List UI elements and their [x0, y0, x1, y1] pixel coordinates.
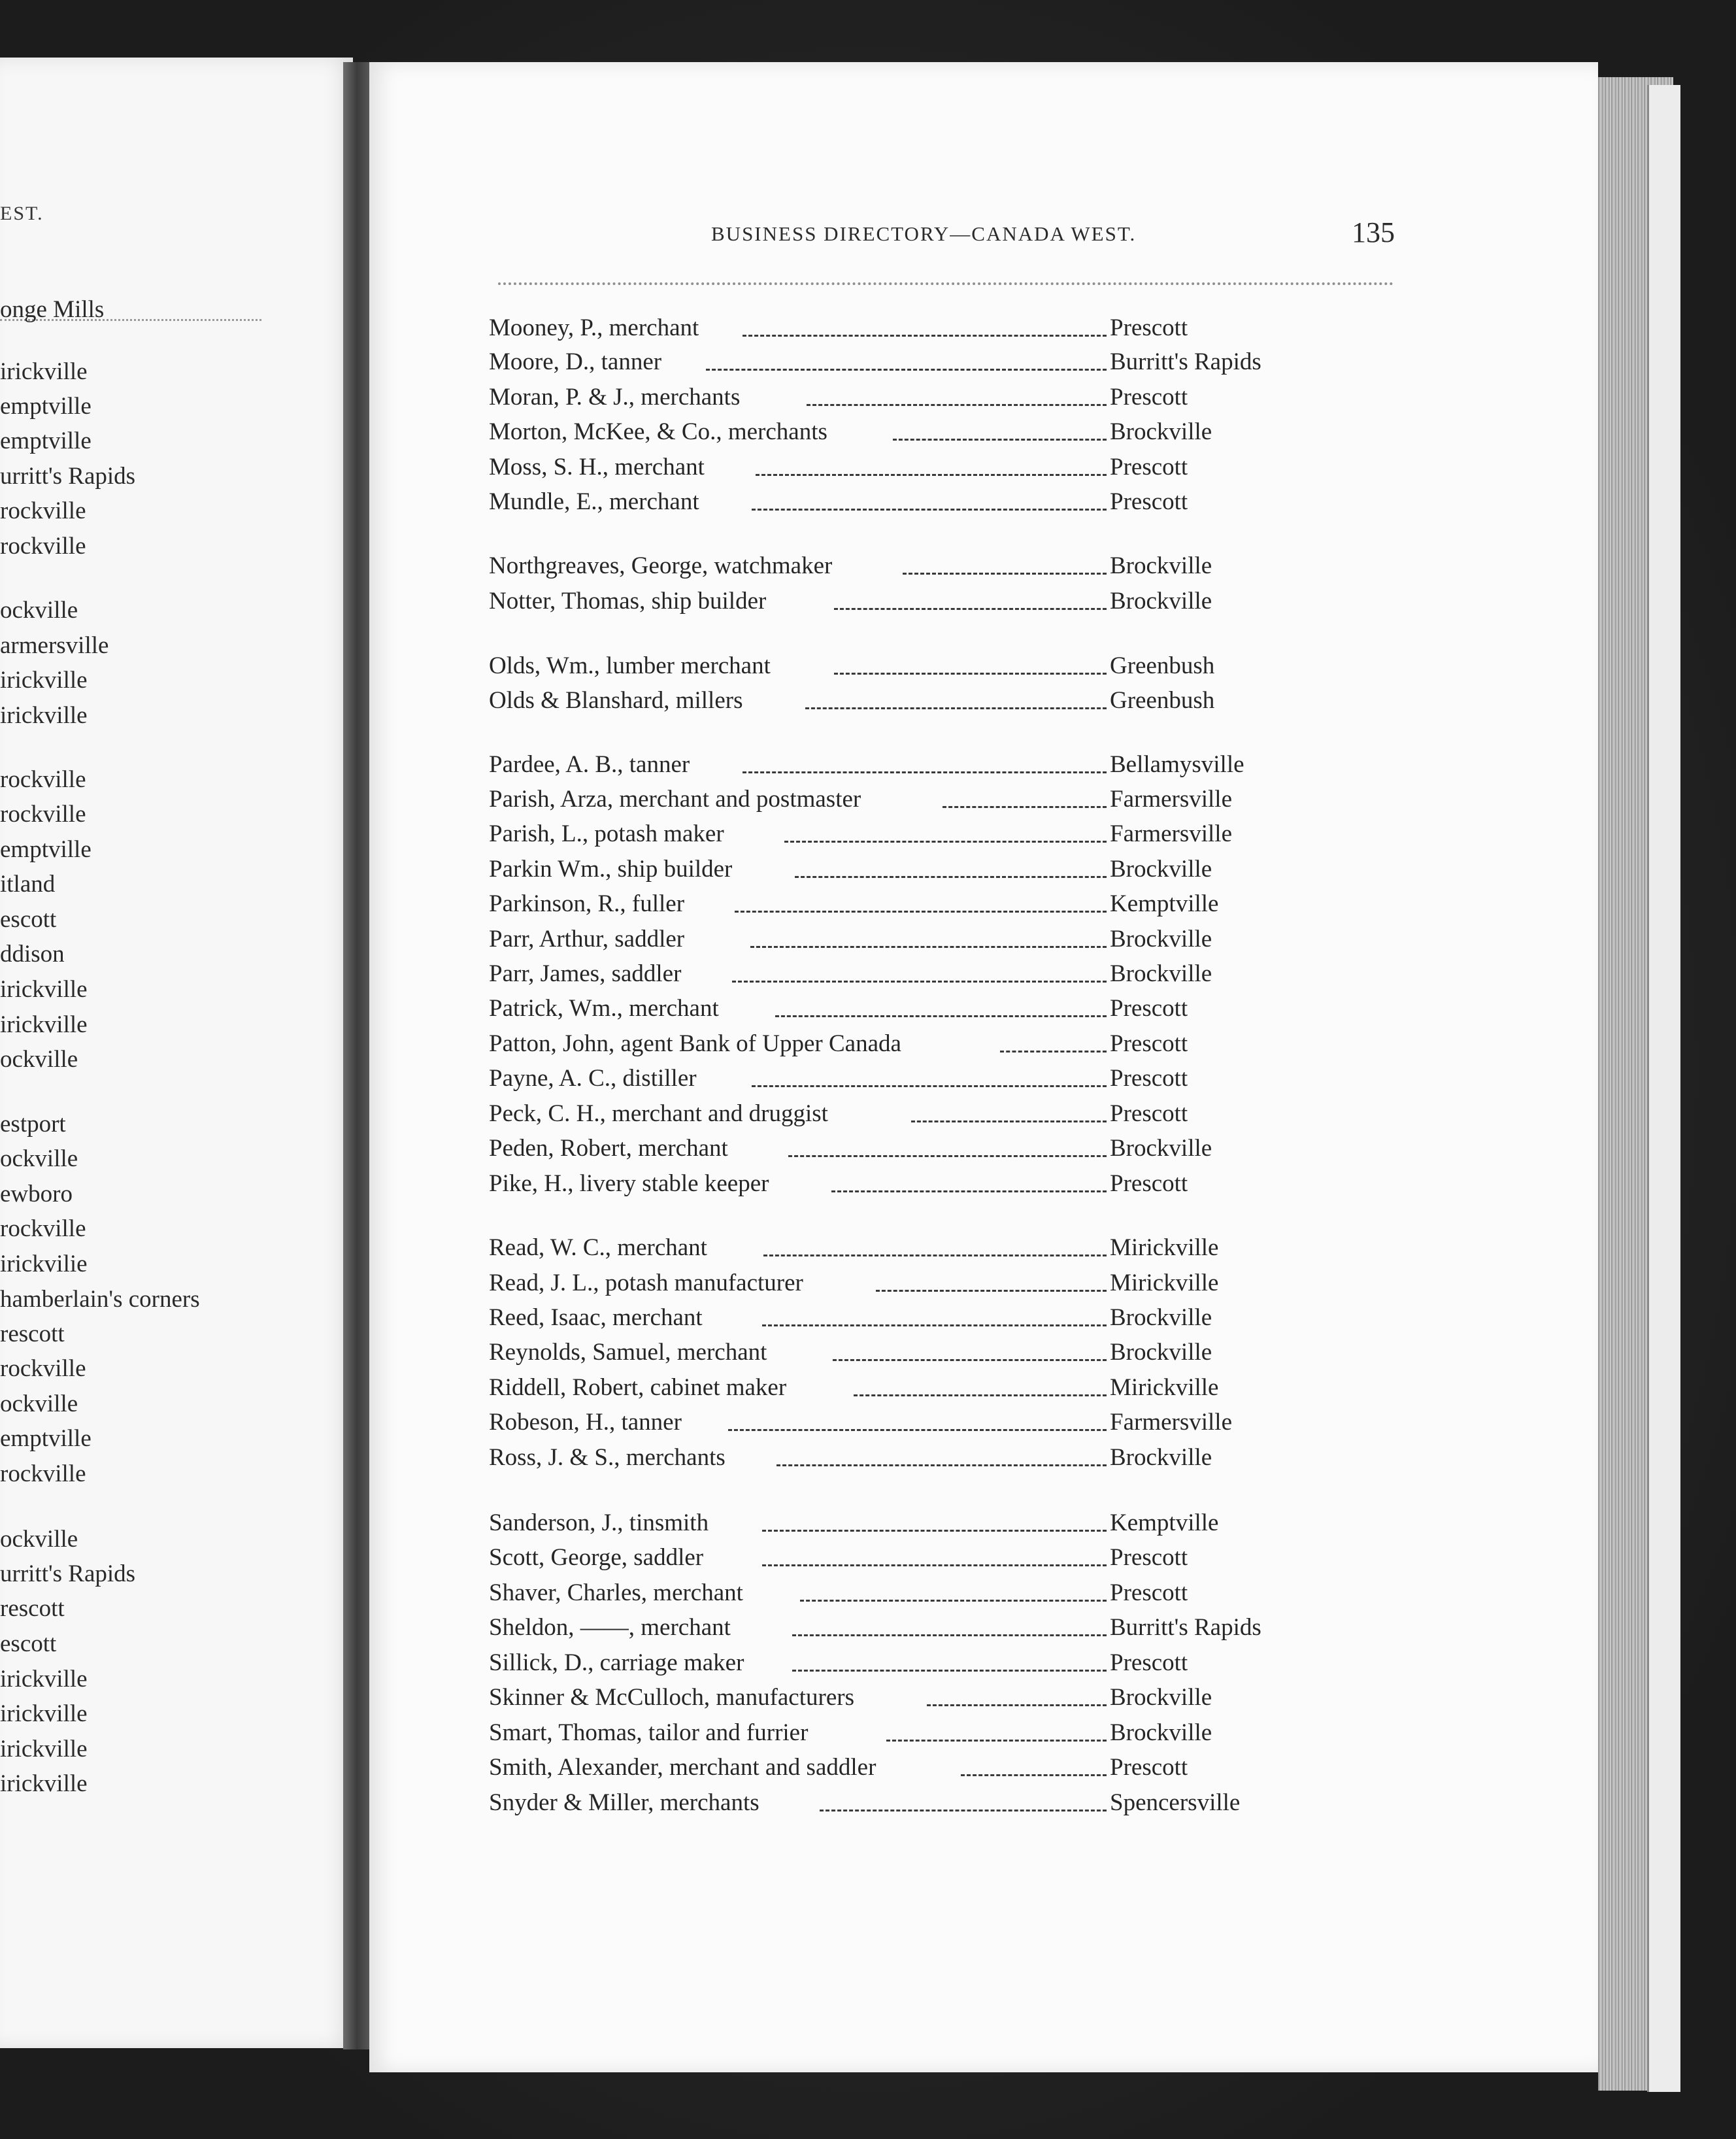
dot-leader	[743, 771, 1107, 773]
dot-leader	[876, 1290, 1107, 1292]
entry-name: Olds, Wm., lumber merchant	[489, 652, 771, 679]
dot-leader	[833, 1359, 1107, 1361]
left-page-line: urritt's Rapids	[0, 463, 136, 490]
dot-leader	[750, 946, 1107, 948]
entry-place: Mirickville	[1110, 1374, 1219, 1401]
dot-leader	[807, 404, 1107, 406]
dot-leader	[800, 1600, 1107, 1602]
entry-place: Prescott	[1110, 384, 1188, 411]
left-page-header: EST.	[0, 203, 44, 224]
left-page-line: ddison	[0, 941, 65, 968]
entry-name: Payne, A. C., distiller	[489, 1065, 697, 1092]
entry-name: Parish, L., potash maker	[489, 820, 724, 847]
entry-place: Brockville	[1110, 588, 1212, 615]
dot-leader	[752, 1085, 1107, 1087]
entry-name: Parkinson, R., fuller	[489, 890, 685, 917]
entry-place: Brockville	[1110, 552, 1212, 579]
dot-leader	[961, 1774, 1107, 1776]
left-page-line: ockville	[0, 1390, 78, 1417]
dot-leader	[886, 1740, 1107, 1742]
entry-place: Prescott	[1110, 1754, 1188, 1781]
entry-name: Parish, Arza, merchant and postmaster	[489, 786, 861, 813]
left-page-line: onge Mills	[0, 296, 105, 323]
entry-place: Brockville	[1110, 1339, 1212, 1366]
left-page-line: ockville	[0, 1526, 78, 1553]
left-page-line: rockville	[0, 1355, 86, 1382]
dot-leader	[893, 439, 1107, 441]
entry-place: Prescott	[1110, 1100, 1188, 1127]
dot-leader	[903, 573, 1107, 575]
left-page-line: emptville	[0, 836, 92, 863]
dot-leader	[776, 1464, 1107, 1466]
entry-place: Prescott	[1110, 995, 1188, 1022]
entry-place: Bellamysville	[1110, 751, 1244, 778]
left-page-line: rockville	[0, 766, 86, 793]
entry-name: Ross, J. & S., merchants	[489, 1444, 726, 1471]
left-page-line: irickville	[0, 1736, 88, 1762]
dot-leader	[927, 1704, 1107, 1706]
dot-leader	[763, 1255, 1107, 1256]
left-page-line: irickvilie	[0, 1251, 88, 1277]
left-page-line: itland	[0, 871, 56, 898]
left-page-line: rescott	[0, 1595, 65, 1622]
dot-leader	[1000, 1051, 1107, 1053]
dot-leader	[775, 1015, 1107, 1017]
entry-name: Sanderson, J., tinsmith	[489, 1509, 709, 1536]
entry-place: Kemptville	[1110, 1509, 1219, 1536]
entry-name: Pike, H., livery stable keeper	[489, 1170, 769, 1197]
left-page-line: irickville	[0, 976, 88, 1003]
entry-place: Kemptville	[1110, 890, 1219, 917]
left-page-line: armersville	[0, 632, 109, 659]
entry-place: Farmersville	[1110, 1409, 1233, 1436]
entry-place: Brockville	[1110, 1135, 1212, 1162]
dot-leader	[762, 1324, 1107, 1326]
left-page-line: ewboro	[0, 1181, 73, 1207]
entry-place: Prescott	[1110, 1579, 1188, 1606]
entry-name: Northgreaves, George, watchmaker	[489, 552, 833, 579]
entry-place: Brockville	[1110, 926, 1212, 952]
entry-place: Burritt's Rapids	[1110, 348, 1261, 375]
left-page-line: irickville	[0, 702, 88, 729]
entry-name: Reed, Isaac, merchant	[489, 1304, 703, 1331]
entry-place: Farmersville	[1110, 820, 1233, 847]
entry-name: Smart, Thomas, tailor and furrier	[489, 1719, 809, 1746]
entry-name: Sheldon, ——, merchant	[489, 1614, 731, 1641]
dot-leader	[805, 707, 1107, 709]
entry-name: Moss, S. H., merchant	[489, 454, 705, 480]
entry-name: Scott, George, saddler	[489, 1544, 704, 1571]
entry-place: Brockville	[1110, 856, 1212, 883]
entry-name: Moran, P. & J., merchants	[489, 384, 741, 411]
entry-name: Mooney, P., merchant	[489, 314, 699, 341]
entry-name: Riddell, Robert, cabinet maker	[489, 1374, 787, 1401]
left-page-line: estport	[0, 1111, 66, 1137]
left-page-line: rockville	[0, 801, 86, 828]
dot-leader	[784, 841, 1107, 843]
entry-name: Moore, D., tanner	[489, 348, 662, 375]
entry-place: Farmersville	[1110, 786, 1233, 813]
entry-place: Prescott	[1110, 1544, 1188, 1571]
entry-place: Prescott	[1110, 1649, 1188, 1676]
entry-name: Reynolds, Samuel, merchant	[489, 1339, 767, 1366]
left-page	[0, 58, 353, 2048]
dot-leader	[706, 369, 1107, 371]
dot-leader	[762, 1564, 1107, 1566]
entry-name: Olds & Blanshard, millers	[489, 687, 743, 714]
dot-leader	[834, 673, 1107, 675]
left-page-line: irickville	[0, 667, 88, 694]
left-page-line: rockville	[0, 1460, 86, 1487]
entry-place: Prescott	[1110, 1170, 1188, 1197]
entry-name: Robeson, H., tanner	[489, 1409, 682, 1436]
dot-leader	[756, 474, 1107, 476]
left-page-line: rockville	[0, 533, 86, 560]
entry-place: Prescott	[1110, 488, 1188, 515]
left-page-line: ockville	[0, 1145, 78, 1172]
dot-leader	[762, 1530, 1107, 1532]
dot-leader	[792, 1634, 1107, 1636]
dot-leader	[728, 1429, 1107, 1431]
dot-leader	[788, 1155, 1107, 1157]
entry-name: Patrick, Wm., merchant	[489, 995, 719, 1022]
entry-name: Notter, Thomas, ship builder	[489, 588, 767, 615]
dot-leader	[911, 1120, 1107, 1122]
entry-name: Morton, McKee, & Co., merchants	[489, 418, 827, 445]
entry-place: Greenbush	[1110, 687, 1215, 714]
dot-leader	[752, 509, 1107, 511]
back-cover-edge	[1647, 85, 1680, 2092]
dot-leader	[732, 981, 1107, 983]
dot-leader	[854, 1394, 1107, 1396]
entry-place: Prescott	[1110, 454, 1188, 480]
dot-leader	[792, 1670, 1107, 1672]
entry-place: Brockville	[1110, 1684, 1212, 1711]
dot-leader	[831, 1190, 1107, 1192]
entry-place: Prescott	[1110, 1030, 1188, 1057]
entry-place: Brockville	[1110, 1719, 1212, 1746]
entry-name: Peden, Robert, merchant	[489, 1135, 728, 1162]
dot-leader	[743, 335, 1107, 337]
entry-name: Smith, Alexander, merchant and saddler	[489, 1754, 876, 1781]
entry-name: Sillick, D., carriage maker	[489, 1649, 744, 1676]
running-header: BUSINESS DIRECTORY—CANADA WEST.	[711, 222, 1137, 245]
left-page-line: escott	[0, 1630, 57, 1657]
left-page-line: escott	[0, 906, 57, 933]
entry-name: Mundle, E., merchant	[489, 488, 699, 515]
entry-place: Brockville	[1110, 1304, 1212, 1331]
dot-leader	[943, 806, 1107, 808]
dot-leader	[834, 608, 1107, 610]
entry-place: Brockville	[1110, 418, 1212, 445]
entry-name: Pardee, A. B., tanner	[489, 751, 690, 778]
entry-place: Spencersville	[1110, 1789, 1241, 1816]
header-rule	[498, 282, 1394, 285]
entry-name: Read, W. C., merchant	[489, 1234, 707, 1261]
entry-name: Shaver, Charles, merchant	[489, 1579, 743, 1606]
entry-place: Mirickville	[1110, 1270, 1219, 1296]
left-page-line: emptville	[0, 393, 92, 420]
entry-name: Peck, C. H., merchant and druggist	[489, 1100, 828, 1127]
entry-place: Greenbush	[1110, 652, 1215, 679]
entry-name: Parkin Wm., ship builder	[489, 856, 733, 883]
entry-name: Snyder & Miller, merchants	[489, 1789, 760, 1816]
left-page-line: irickville	[0, 1666, 88, 1693]
left-page-line: irickville	[0, 1700, 88, 1727]
entry-name: Skinner & McCulloch, manufacturers	[489, 1684, 854, 1711]
entry-name: Read, J. L., potash manufacturer	[489, 1270, 803, 1296]
left-page-line: rockville	[0, 497, 86, 524]
entry-name: Parr, Arthur, saddler	[489, 926, 685, 952]
entry-place: Burritt's Rapids	[1110, 1614, 1261, 1641]
left-page-line: emptville	[0, 428, 92, 454]
entry-place: Brockville	[1110, 1444, 1212, 1471]
left-page-line: irickville	[0, 1011, 88, 1038]
left-page-line: ockville	[0, 1046, 78, 1073]
left-page-line: irickville	[0, 1770, 88, 1797]
entry-name: Parr, James, saddler	[489, 960, 682, 987]
left-page-line: rescott	[0, 1321, 65, 1347]
left-page-line: urritt's Rapids	[0, 1560, 136, 1587]
left-page-line: emptville	[0, 1425, 92, 1452]
dot-leader	[735, 911, 1107, 913]
left-page-line: ockville	[0, 597, 78, 624]
entry-name: Patton, John, agent Bank of Upper Canada	[489, 1030, 901, 1057]
dot-leader	[795, 876, 1107, 878]
left-page-line: hamberlain's corners	[0, 1286, 200, 1313]
left-page-line: irickville	[0, 358, 88, 385]
dot-leader	[820, 1810, 1107, 1811]
entry-place: Brockville	[1110, 960, 1212, 987]
left-page-line: rockville	[0, 1215, 86, 1242]
entry-place: Prescott	[1110, 314, 1188, 341]
entry-place: Prescott	[1110, 1065, 1188, 1092]
entry-place: Mirickville	[1110, 1234, 1219, 1261]
book-gutter	[343, 62, 371, 2049]
page-number: 135	[1352, 216, 1395, 248]
